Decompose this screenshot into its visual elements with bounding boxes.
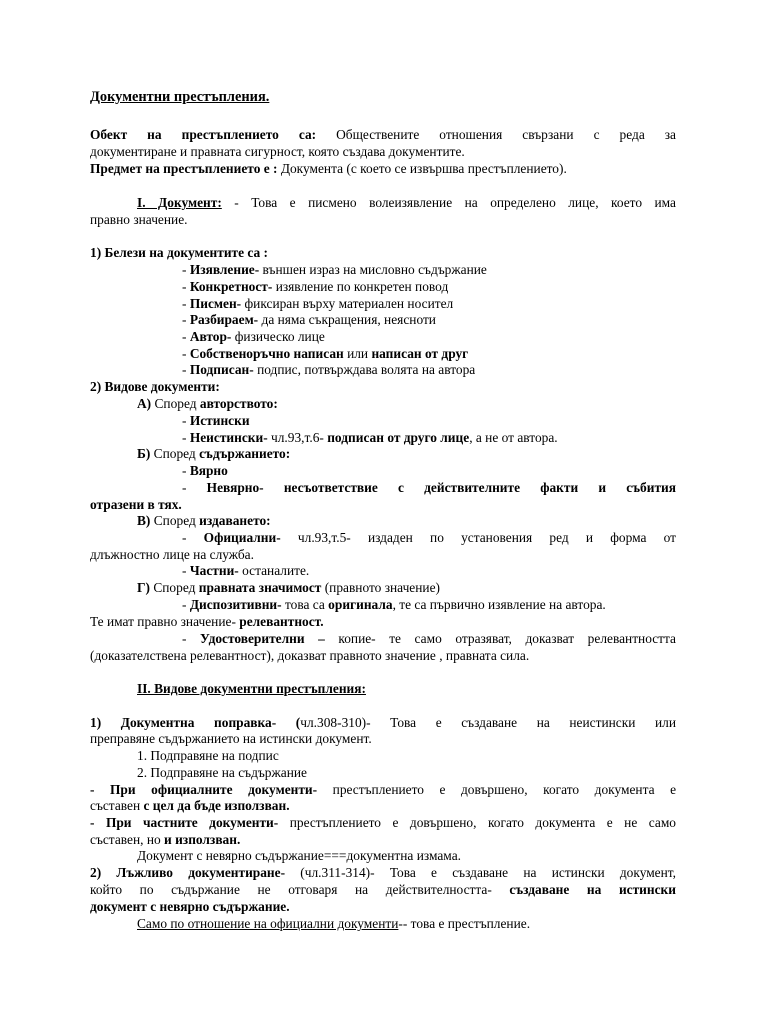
type-b-item-cont: отразени в тях. (90, 497, 182, 512)
type-a-item: - Истински (182, 413, 250, 428)
type-b-item: - Невярно- несъответствие с действителните факти и събития (182, 480, 676, 495)
subject-line (90, 161, 676, 178)
type-v-item-cont: длъжностно лице на служба. (90, 547, 254, 562)
subject-label: Предмет на престъплението е : (90, 161, 278, 176)
feature-item: - Изявление- външен израз на мисловно съдържание (182, 262, 487, 277)
crime-2-line-3: документ с невярно съдържание. (90, 899, 290, 914)
crime-1-line-1: 1) Документна поправка- (чл.308-310)- Това е създаване на неистински или (90, 715, 676, 730)
types-heading: 2) Видове документи: (90, 379, 220, 394)
feature-item: - Подписан- подпис, потвърждава волята на автора (182, 362, 476, 377)
section-2-heading: II. Видове документни престъпления: (137, 681, 366, 696)
type-g: Г) Според правната значимост (правното значение) (137, 580, 440, 595)
object-label: Обект на престъплението са: (90, 127, 317, 142)
type-v: В) Според издаването: (137, 513, 271, 528)
section-1-text-2: правно значение. (90, 212, 188, 227)
feature-item: - Разбираем- да няма съкращения, неясноти (182, 312, 436, 327)
private-docs-line-1: - При частните документи- престъплението е довършено, когато документа е не само (90, 815, 676, 830)
final-note: Само по отношение на официални документи-- това е престъпление. (137, 916, 531, 931)
feature-item: - Автор- физическо лице (182, 329, 325, 344)
object-text-1: Обществените отношения свързани с реда за (316, 127, 676, 142)
type-g-item: - Диспозитивни- това са оригинала, те са първично изявление на автора. (182, 597, 606, 612)
fraud-note: Документ с невярно съдържание===документна измама. (137, 848, 461, 863)
crime-1-line-2: преправяне съдържанието на истински документ. (90, 731, 372, 746)
crime-2-line-2: който по съдържание не отговаря на действителността- създаване на истински (90, 882, 676, 897)
private-docs-line-2: съставен, но и използван. (90, 832, 241, 847)
section-1-line-1 (90, 195, 676, 212)
object-line-1 (90, 127, 676, 144)
list-item: 2. Подправяне на съдържание (137, 765, 307, 780)
list-item: 1. Подправяне на подпис (137, 748, 279, 763)
section-1-heading: I. Документ: (137, 195, 222, 210)
object-text-2: документиране и правната сигурност, която създава документите. (90, 144, 465, 159)
type-a-item: - Неистински- чл.93,т.6- подписан от друго лице, а не от автора. (182, 430, 558, 445)
type-v-item: - Частни- останалите. (182, 563, 310, 578)
type-g-item: - Удостоверителни – копие- те само отразяват, доказват релевантността (182, 631, 676, 646)
feature-item: - Конкретност- изявление по конкретен повод (182, 279, 449, 294)
type-a: А) Според авторството: (137, 396, 278, 411)
feature-item: - Писмен- фиксиран върху материален носител (182, 296, 454, 311)
feature-item: - Собственоръчно написан или написан от друг (182, 346, 469, 361)
type-v-item: - Официални- чл.93,т.5- издаден по установения ред и форма от (182, 530, 676, 545)
document-title: Документни престъпления. (90, 89, 270, 105)
subject-text: Документа (с което се извършва престъплението). (277, 161, 567, 176)
section-1-text-1: - Това е писмено волеизявление на определено лице, което има (221, 195, 676, 210)
type-b: Б) Според съдържанието: (137, 446, 291, 461)
official-docs-line-1: - При официалните документи- престъплението е довършено, когато документа е (90, 782, 677, 797)
features-heading: 1) Белези на документите са : (90, 245, 269, 260)
type-g-item-cont: (доказателствена релевантност), доказват правното значение , правната сила. (90, 648, 530, 663)
type-g-item-cont: Те имат правно значение- релевантност. (90, 614, 324, 629)
official-docs-line-2: съставен с цел да бъде използван. (90, 798, 290, 813)
crime-2-line-1: 2) Лъжливо документиране- (чл.311-314)- Това е създаване на истински документ, (90, 865, 676, 880)
type-b-item: - Вярно (182, 463, 228, 478)
